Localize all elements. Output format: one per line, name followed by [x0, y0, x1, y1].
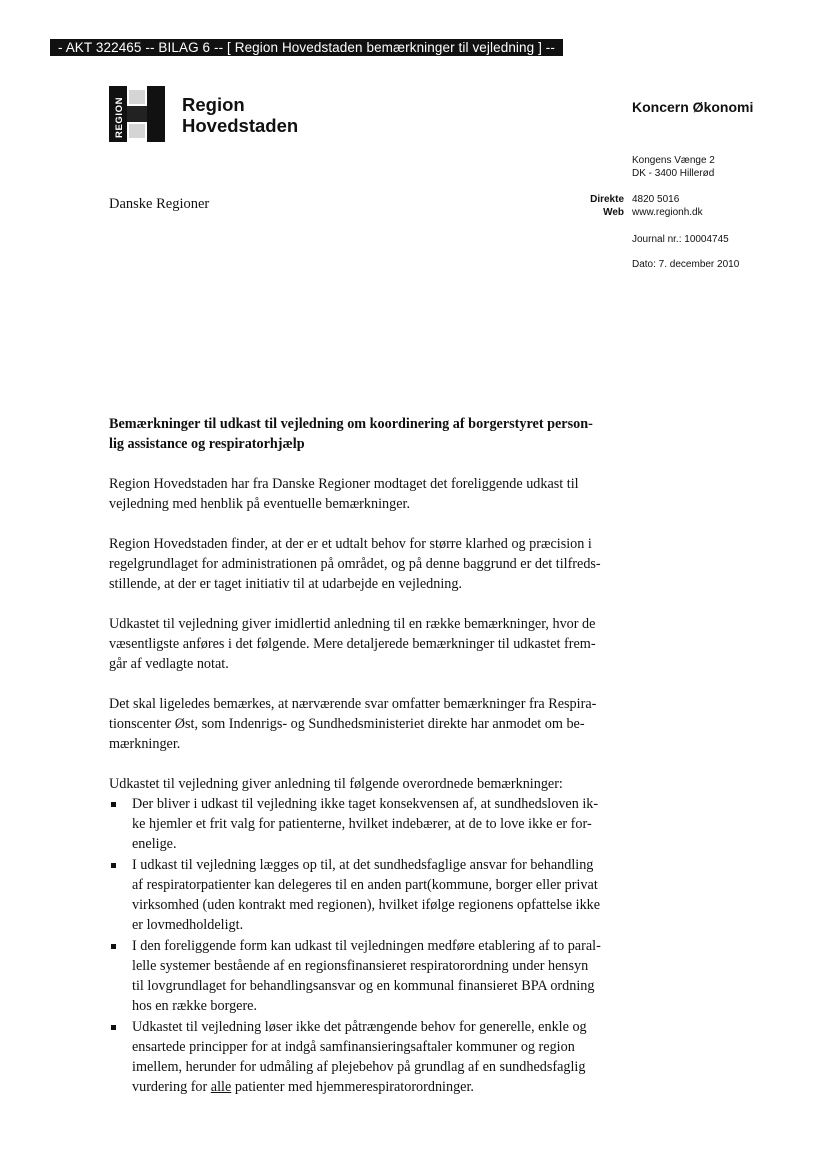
journal-number: Journal nr.: 10004745	[632, 234, 729, 245]
bullet-icon	[111, 863, 116, 868]
paragraph-1	[109, 474, 619, 514]
text-fragment: patienter med hjemmerespiratorordninger.	[231, 1079, 474, 1095]
text-line: I udkast til vejledning lægges op til, at det sundhedsfaglige ansvar for behandling	[132, 857, 594, 873]
underlined-word: alle	[210, 1079, 232, 1095]
text-line: I den foreliggende form kan udkast til vejledningen medføre etablering af to paral-	[132, 938, 601, 954]
text-line: Der bliver i udkast til vejledning ikke taget konsekvensen af, at sundhedsloven ik-	[132, 796, 599, 812]
text-line: til lovgrundlaget for behandlingsansvar og en kommunal finansieret BPA ordning	[132, 978, 595, 994]
text-line: lelle systemer bestående af en regionsfinansieret respiratorordning under hensyn	[132, 958, 589, 974]
bullet-icon	[111, 802, 116, 807]
letter-date: Dato: 7. december 2010	[632, 259, 740, 270]
organization-name	[182, 94, 298, 136]
text-line	[132, 1079, 474, 1095]
text-line: væsentligste anføres i det følgende. Mere detaljerede bemærkninger til udkastet frem-	[109, 636, 596, 652]
address-line1: Kongens Vænge 2	[632, 155, 715, 166]
heading-line: Bemærkninger til udkast til vejledning om koordinering af borgerstyret person-	[109, 416, 593, 432]
bullet-icon	[111, 944, 116, 949]
direct-phone: 4820 5016	[632, 194, 680, 205]
text-fragment: vurdering for	[132, 1079, 211, 1095]
archive-stamp: - AKT 322465 -- BILAG 6 -- [ Region Hovedstaden bemærkninger til vejledning ] --	[50, 39, 563, 56]
address-line2: DK - 3400 Hillerød	[632, 168, 715, 179]
text-line: Udkastet til vejledning løser ikke det påtrængende behov for generelle, enkle og	[132, 1019, 587, 1035]
text-line: er lovmedholdeligt.	[132, 917, 244, 933]
list-item	[109, 936, 619, 1016]
text-line: går af vedlagte notat.	[109, 656, 229, 672]
list-item	[109, 1017, 619, 1097]
heading-line: lig assistance og respiratorhjælp	[109, 436, 305, 452]
organization-name-line1: Region	[182, 94, 245, 115]
text-line: imellem, herunder for udmåling af plejebehov på grundlag af en sundhedsfaglig	[132, 1059, 586, 1075]
web-address: www.regionh.dk	[632, 207, 703, 218]
direct-label: Direkte	[590, 194, 624, 205]
letter-body	[109, 414, 619, 1098]
text-line: ke hjemler et frit valg for patienterne, hvilket indebærer, at de to love ikke er for-	[132, 816, 592, 832]
paragraph-3	[109, 614, 619, 674]
text-line: Det skal ligeledes bemærkes, at nærværende svar omfatter bemærkninger fra Respira-	[109, 696, 597, 712]
recipient: Danske Regioner	[109, 196, 210, 212]
web-label: Web	[603, 207, 624, 218]
bullet-icon	[111, 1025, 116, 1030]
text-line: virksomhed (uden kontrakt med regionen), hvilket ifølge regionens opfattelse ikke	[132, 897, 601, 913]
remarks-list	[109, 794, 619, 1097]
list-intro: Udkastet til vejledning giver anledning til følgende overordnede bemærkninger:	[109, 776, 563, 792]
list-item	[109, 794, 619, 854]
text-line: vejledning med henblik på eventuelle bemærkninger.	[109, 496, 411, 512]
text-line: tionscenter Øst, som Indenrigs- og Sundhedsministeriet direkte har anmodet om be-	[109, 716, 585, 732]
text-line: enelige.	[132, 836, 177, 852]
organization-name-line2: Hovedstaden	[182, 115, 299, 136]
paragraph-2	[109, 534, 619, 594]
text-line: stillende, at der er taget initiativ til at udarbejde en vejledning.	[109, 576, 462, 592]
text-line: af respiratorpatienter kan delegeres til en anden part(kommune, borger eller privat	[132, 877, 598, 893]
department-name: Koncern Økonomi	[632, 99, 754, 115]
list-item	[109, 855, 619, 935]
text-line: Udkastet til vejledning giver imidlertid anledning til en række bemærkninger, hvor de	[109, 616, 596, 632]
letter-heading	[109, 414, 619, 454]
text-line: ensartede principper for at indgå samfinansieringsaftaler kommuner og region	[132, 1039, 575, 1055]
text-line: Region Hovedstaden finder, at der er et udtalt behov for større klarhed og præcision i	[109, 536, 592, 552]
text-line: mærkninger.	[109, 736, 181, 752]
logo-vertical-text: REGION	[114, 96, 125, 138]
text-line: hos en række borgere.	[132, 998, 258, 1014]
text-line: regelgrundlaget for administrationen på området, og på denne baggrund er det tilfreds-	[109, 556, 601, 572]
region-hovedstaden-logo	[109, 86, 165, 142]
paragraph-4	[109, 694, 619, 754]
text-line: Region Hovedstaden har fra Danske Regioner modtaget det foreliggende udkast til	[109, 476, 579, 492]
